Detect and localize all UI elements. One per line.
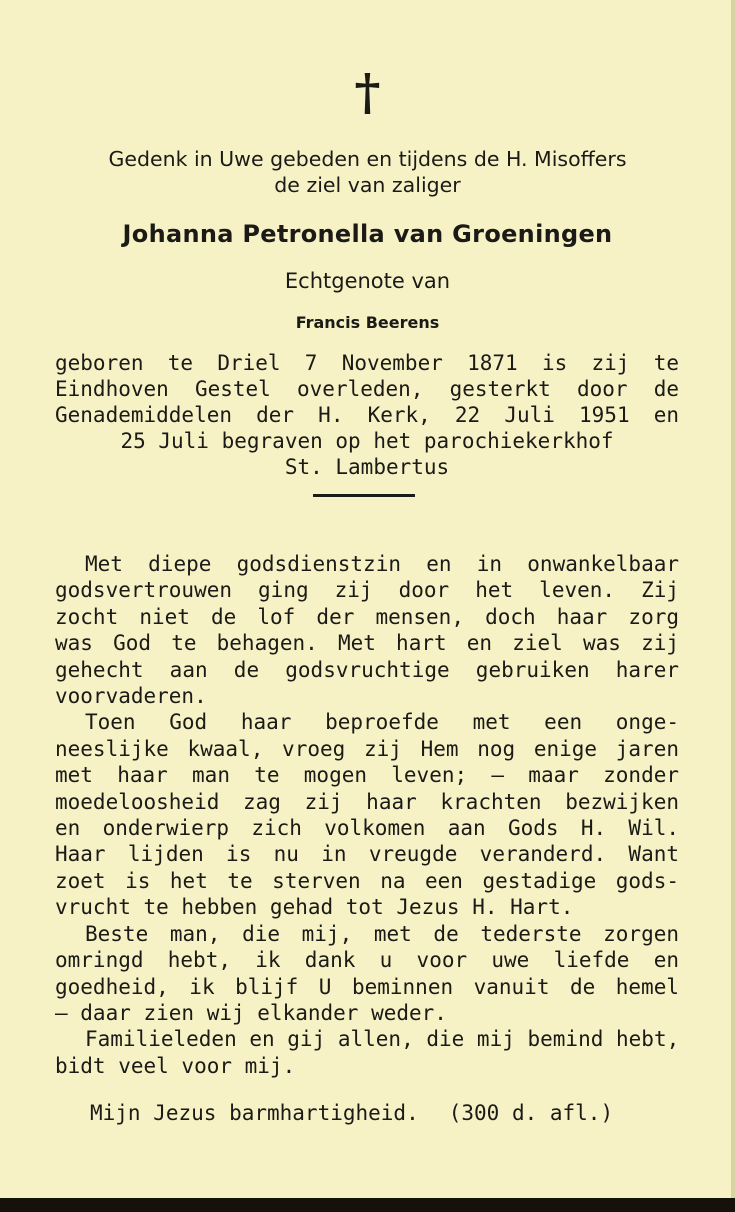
body-line: Haar lijden is nu in vreugde veranderd. Want <box>55 842 679 867</box>
indulgence-note: (300 d. afl.) <box>448 1101 614 1125</box>
intro-text <box>30 146 705 198</box>
body-line: Toen God haar beproefde met een onge- <box>85 710 679 735</box>
body-line: Beste man, die mij, met de tederste zorgen <box>85 921 679 946</box>
intro-line: de ziel van zaliger <box>274 173 461 197</box>
body-line: — daar zien wij elkander weder. <box>55 1000 447 1025</box>
spouse-label: Echtgenote van <box>284 269 451 293</box>
body-line: omringd hebt, ik dank u voor uwe liefde en <box>55 948 679 973</box>
bio-line: Eindhoven Gestel overleden, gesterkt door de <box>55 377 679 401</box>
body-line: Familieleden en gij allen, die mij bemind hebt, <box>85 1027 680 1052</box>
body-line: godsvertrouwen ging zij door het leven. Zij <box>55 578 679 603</box>
body-line: was God te behagen. Met hart en ziel was zij <box>55 631 679 656</box>
body-line: goedheid, ik blijf U beminnen vanuit de hemel <box>55 974 679 999</box>
memorial-text <box>55 551 679 1079</box>
body-line: Met diepe godsdienstzin en in onwankelbaar <box>85 552 679 576</box>
intro-line: Gedenk in Uwe gebeden en tijdens de H. Misoffers <box>108 147 627 171</box>
body-line: vrucht te hebben gehad tot Jezus H. Hart. <box>55 895 574 920</box>
body-line: neeslijke kwaal, vroeg zij Hem nog enige jaren <box>55 736 679 761</box>
card-bottom-edge <box>0 1198 735 1212</box>
bio-line: geboren te Driel 7 November 1871 is zij te <box>55 351 679 375</box>
body-line: zocht niet de lof der mensen, doch haar zorg <box>55 604 679 629</box>
deceased-name: Johanna Petronella van Groeningen <box>122 220 613 248</box>
closing-prayer <box>90 1100 705 1126</box>
cross-icon: † <box>354 62 381 121</box>
body-line: moedeloosheid zag zij haar krachten bezwijken <box>55 789 679 814</box>
divider-rule <box>313 494 415 497</box>
bio-line: 25 Juli begraven op het parochiekerkhof <box>120 429 614 453</box>
body-line: met haar man te mogen leven; — maar zonder <box>55 763 679 788</box>
spouse-name: Francis Beerens <box>295 313 440 332</box>
prayer-text: Mijn Jezus barmhartigheid. <box>90 1101 419 1125</box>
body-line: gehecht aan de godsvruchtige gebruiken harer <box>55 657 679 682</box>
biography <box>55 350 679 480</box>
body-line: voorvaderen. <box>55 684 207 709</box>
card-edge <box>731 0 735 1212</box>
body-line: bidt veel voor mij. <box>55 1053 296 1078</box>
bio-line: St. Lambertus <box>284 455 450 479</box>
body-line: en onderwierp zich volkomen aan Gods H. Wil. <box>55 816 679 841</box>
body-line: zoet is het te sterven na een gestadige gods- <box>55 868 679 893</box>
bio-line: Genademiddelen der H. Kerk, 22 Juli 1951 en <box>55 403 679 427</box>
